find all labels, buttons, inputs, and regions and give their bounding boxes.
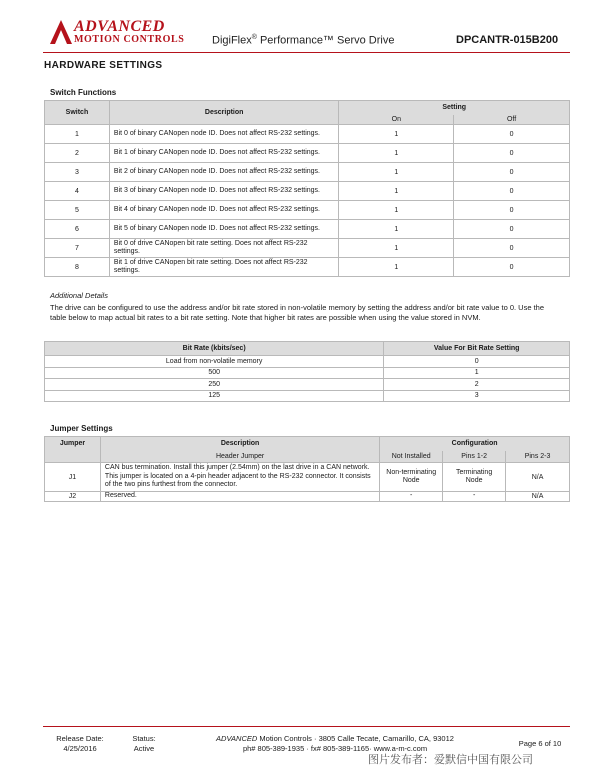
bit-rate-value-cell: 1 [384, 367, 570, 379]
switch-off-value: 0 [454, 163, 570, 182]
section-title: HARDWARE SETTINGS [44, 60, 163, 71]
jumper-pins-2-3: N/A [506, 463, 570, 492]
switch-table [44, 100, 570, 277]
col-description: Description [109, 101, 339, 125]
switch-description: Bit 5 of binary CANopen node ID. Does not affect RS-232 settings. [109, 220, 339, 239]
subhead-header-jumper: Header Jumper [100, 451, 379, 463]
switch-off-value: 0 [454, 125, 570, 144]
table-row [45, 125, 570, 144]
col-configuration: Configuration [380, 437, 570, 451]
page-number: Page 6 of 10 [518, 739, 562, 748]
table-row [45, 356, 570, 368]
bit-rate-value-cell: 0 [384, 356, 570, 368]
bit-rate-value-cell: 2 [384, 379, 570, 391]
bit-rate-cell: Load from non-volatile memory [45, 356, 384, 368]
switch-number: 1 [45, 125, 110, 144]
switch-functions-title: Switch Functions [50, 88, 117, 97]
col-jumper-description: Description [100, 437, 379, 451]
jumper-not-installed: - [380, 492, 443, 502]
additional-details-title: Additional Details [50, 291, 108, 300]
col-on: On [339, 115, 454, 125]
jumper-not-installed: Non-terminating Node [380, 463, 443, 492]
jumper-table [44, 436, 570, 502]
switch-on-value: 1 [339, 144, 454, 163]
bitrate-table [44, 341, 570, 402]
bit-rate-cell: 125 [45, 390, 384, 402]
switch-off-value: 0 [454, 220, 570, 239]
company-logo [50, 18, 200, 48]
switch-on-value: 1 [339, 239, 454, 258]
table-row [45, 379, 570, 391]
footer-company: ADVANCED Motion Controls · 3805 Calle Tecate, Camarillo, CA, 93012 ph# 805-389-1935 · fx# 805-389-1165· www.a-m-c.com [180, 734, 490, 754]
bit-rate-cell: 250 [45, 379, 384, 391]
switch-description: Bit 0 of drive CANopen bit rate setting. Does not affect RS-232 settings. [109, 239, 339, 258]
jumper-pins-2-3: N/A [506, 492, 570, 502]
footer-contact: ph# 805-389-1935 · fx# 805-389-1165· www.a-m-c.com [242, 744, 428, 753]
col-switch: Switch [45, 101, 110, 125]
bit-rate-cell: 500 [45, 367, 384, 379]
table-row [45, 182, 570, 201]
table-row [45, 144, 570, 163]
jumper-id: J1 [45, 463, 101, 492]
subhead-not-installed: Not Installed [380, 451, 443, 463]
switch-description: Bit 1 of drive CANopen bit rate setting. Does not affect RS-232 settings. [109, 258, 339, 277]
switch-on-value: 1 [339, 258, 454, 277]
subhead-pins-2-3: Pins 2-3 [506, 451, 570, 463]
subhead-pins-1-2: Pins 1-2 [443, 451, 506, 463]
table-row [45, 390, 570, 402]
switch-number: 7 [45, 239, 110, 258]
col-setting: Setting [339, 101, 570, 115]
bit-rate-value-cell: 3 [384, 390, 570, 402]
table-row [45, 163, 570, 182]
logo-text-line2: MOTION CONTROLS [74, 34, 185, 45]
switch-number: 3 [45, 163, 110, 182]
switch-number: 2 [45, 144, 110, 163]
switch-off-value: 0 [454, 239, 570, 258]
table-row [45, 258, 570, 277]
switch-description: Bit 3 of binary CANopen node ID. Does not affect RS-232 settings. [109, 182, 339, 201]
switch-description: Bit 1 of binary CANopen node ID. Does not affect RS-232 settings. [109, 144, 339, 163]
col-bit-rate-value: Value For Bit Rate Setting [384, 342, 570, 356]
table-row [45, 492, 570, 502]
switch-on-value: 1 [339, 220, 454, 239]
switch-off-value: 0 [454, 182, 570, 201]
col-off: Off [454, 115, 570, 125]
switch-off-value: 0 [454, 144, 570, 163]
switch-description: Bit 2 of binary CANopen node ID. Does not affect RS-232 settings. [109, 163, 339, 182]
switch-description: Bit 0 of binary CANopen node ID. Does not affect RS-232 settings. [109, 125, 339, 144]
footer-status: Status: Active [132, 734, 156, 753]
switch-number: 8 [45, 258, 110, 277]
table-row [45, 220, 570, 239]
jumper-description: Reserved. [100, 492, 379, 502]
jumper-settings-title: Jumper Settings [50, 424, 113, 433]
watermark: 图片发布者：爱默信中国有限公司 [368, 754, 533, 766]
jumper-id: J2 [45, 492, 101, 502]
model-number: DPCANTR-015B200 [456, 34, 559, 46]
switch-on-value: 1 [339, 201, 454, 220]
switch-on-value: 1 [339, 125, 454, 144]
table-row [45, 201, 570, 220]
product-name: DigiFlex® Performance™ Servo Drive [212, 34, 395, 47]
table-row [45, 463, 570, 492]
footer-rule [43, 726, 570, 727]
switch-off-value: 0 [454, 201, 570, 220]
col-jumper: Jumper [45, 437, 101, 451]
switch-off-value: 0 [454, 258, 570, 277]
table-row [45, 367, 570, 379]
switch-number: 5 [45, 201, 110, 220]
jumper-description: CAN bus termination. Install this jumper (2.54mm) on the last drive in a CAN network. This jumper is located on a 4-pin header adjacent to the RS-232 connector. It consists of the two pins furthest from the connector. [100, 463, 379, 492]
jumper-pins-1-2: - [443, 492, 506, 502]
logo-text-line1: ADVANCED [74, 18, 165, 35]
jumper-pins-1-2: Terminating Node [443, 463, 506, 492]
additional-details-text: The drive can be configured to use the address and/or bit rate stored in non-volatile memory by setting the address and/or bit rate value to 0. Use the table below to map actual bit rates to a bit rate setting. Note that higher bit rates are possible when using the value stored in NVM. [50, 303, 545, 322]
table-row [45, 239, 570, 258]
col-bit-rate: Bit Rate (kbits/sec) [45, 342, 384, 356]
switch-on-value: 1 [339, 182, 454, 201]
switch-number: 4 [45, 182, 110, 201]
switch-number: 6 [45, 220, 110, 239]
footer-release: Release Date: 4/25/2016 [56, 734, 104, 753]
switch-on-value: 1 [339, 163, 454, 182]
switch-description: Bit 4 of binary CANopen node ID. Does not affect RS-232 settings. [109, 201, 339, 220]
header-rule [43, 52, 570, 53]
